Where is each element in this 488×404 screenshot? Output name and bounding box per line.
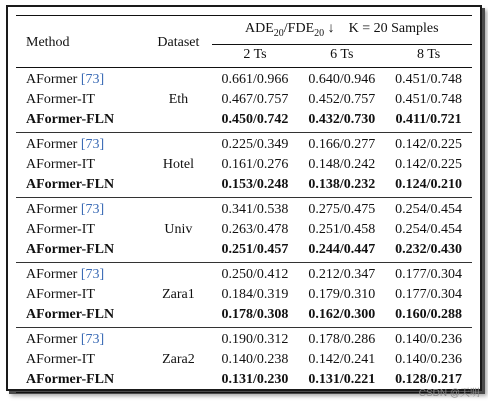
method-name: AFormer-FLN: [26, 111, 115, 127]
results-table: [16, 15, 472, 393]
method-name: AFormer: [26, 136, 78, 152]
value-cell: 0.451/0.748: [395, 91, 463, 107]
table-row: [16, 175, 472, 198]
table-row: [16, 262, 472, 285]
dataset-cell: Univ: [164, 221, 193, 237]
header-row: [16, 16, 472, 45]
table-body: [16, 67, 472, 392]
method-name: AFormer-IT: [26, 221, 95, 237]
value-cell: 0.128/0.217: [385, 370, 472, 393]
value-cell: 0.467/0.757: [221, 91, 289, 107]
method-name: AFormer: [26, 71, 78, 87]
value-cell: 0.411/0.721: [395, 111, 462, 127]
value-cell: 0.178/0.308: [221, 306, 289, 322]
method-name: AFormer: [26, 266, 78, 282]
citation-link[interactable]: [73]: [80, 331, 105, 347]
value-cell: 0.140/0.238: [221, 351, 289, 367]
value-cell: 0.162/0.300: [308, 306, 376, 322]
citation-link[interactable]: [73]: [80, 201, 105, 217]
value-cell: 0.178/0.286: [298, 327, 385, 350]
method-name: AFormer-IT: [26, 351, 95, 367]
value-cell: 0.251/0.458: [308, 221, 376, 237]
table-row: [16, 305, 472, 328]
method-cell: [16, 155, 145, 175]
table-row: [16, 370, 472, 393]
table-row: [16, 327, 472, 350]
table-row: [16, 155, 472, 175]
value-cell: 0.432/0.730: [308, 111, 376, 127]
method-cell: [16, 240, 145, 263]
value-cell: 0.212/0.347: [298, 262, 385, 285]
value-cell: 0.341/0.538: [212, 197, 299, 220]
value-cell: 0.140/0.236: [395, 351, 463, 367]
dataset-cell: [145, 110, 211, 133]
value-cell: 0.190/0.312: [212, 327, 299, 350]
dataset-cell: Zara2: [162, 351, 195, 367]
method-cell: [16, 220, 145, 240]
value-cell: 0.250/0.412: [212, 262, 299, 285]
dataset-cell: [145, 262, 211, 285]
value-cell: 0.124/0.210: [395, 176, 463, 192]
table-row: [16, 350, 472, 370]
method-header: Method: [16, 16, 145, 68]
value-cell: 0.451/0.748: [395, 71, 463, 87]
method-name: AFormer-FLN: [26, 371, 115, 387]
table-row: [16, 67, 472, 90]
value-cell: 0.148/0.242: [308, 156, 376, 172]
method-cell: [16, 305, 145, 328]
value-cell: 0.131/0.221: [298, 370, 385, 393]
value-cell: 0.166/0.277: [298, 132, 385, 155]
value-cell: 0.450/0.742: [221, 111, 289, 127]
dataset-cell: [145, 197, 211, 220]
dataset-cell: [145, 240, 211, 263]
method-cell: [16, 90, 145, 110]
value-cell: 0.179/0.310: [308, 286, 376, 302]
dataset-cell: [145, 132, 211, 155]
watermark: CSDN @天明: [418, 388, 480, 399]
value-cell: 0.142/0.225: [395, 156, 463, 172]
value-cell: 0.161/0.276: [221, 156, 289, 172]
method-cell: [16, 350, 145, 370]
col-header: 8 Ts: [385, 44, 472, 67]
value-cell: 0.177/0.304: [385, 262, 472, 285]
value-cell: 0.138/0.232: [308, 176, 376, 192]
method-name: AFormer-FLN: [26, 306, 115, 322]
dataset-cell: Eth: [168, 91, 189, 107]
method-cell: [16, 262, 145, 285]
value-cell: 0.254/0.454: [395, 221, 463, 237]
method-name: AFormer-IT: [26, 156, 95, 172]
table-row: [16, 197, 472, 220]
metric-header: [212, 16, 472, 45]
metric-label: $ADE_{20}/FDE_{20}$ ↓: [245, 21, 335, 39]
dataset-header: Dataset: [145, 16, 211, 68]
dataset-cell: [145, 370, 211, 393]
citation-link[interactable]: [73]: [80, 136, 105, 152]
value-cell: 0.661/0.966: [221, 71, 289, 87]
value-cell: 0.254/0.454: [385, 197, 472, 220]
method-cell: [16, 110, 145, 133]
method-name: AFormer: [26, 331, 78, 347]
table-row: [16, 132, 472, 155]
value-cell: 0.177/0.304: [395, 286, 463, 302]
value-cell: 0.142/0.225: [385, 132, 472, 155]
dataset-cell: Zara1: [162, 286, 195, 302]
method-cell: [16, 285, 145, 305]
method-name: AFormer-IT: [26, 91, 95, 107]
dataset-cell: [145, 327, 211, 350]
method-name: AFormer-IT: [26, 286, 95, 302]
table-row: [16, 240, 472, 263]
down-arrow-icon: ↓: [327, 21, 335, 36]
method-cell: [16, 197, 145, 220]
value-cell: 0.140/0.236: [385, 327, 472, 350]
value-cell: 0.160/0.288: [395, 306, 463, 322]
citation-link[interactable]: [73]: [80, 71, 105, 87]
col-header: 2 Ts: [212, 44, 299, 67]
value-cell: 0.142/0.241: [308, 351, 376, 367]
value-cell: 0.640/0.946: [308, 71, 376, 87]
dataset-cell: [145, 67, 211, 90]
col-header: 6 Ts: [298, 44, 385, 67]
value-cell: 0.251/0.457: [221, 241, 289, 257]
method-cell: [16, 175, 145, 198]
value-cell: 0.275/0.475: [298, 197, 385, 220]
value-cell: 0.244/0.447: [308, 241, 376, 257]
table-row: [16, 90, 472, 110]
table-row: [16, 110, 472, 133]
dataset-cell: Hotel: [162, 156, 194, 172]
table-row: [16, 285, 472, 305]
value-cell: 0.452/0.757: [308, 91, 376, 107]
dataset-cell: [145, 305, 211, 328]
method-cell: [16, 67, 145, 90]
method-cell: [16, 132, 145, 155]
method-name: AFormer-FLN: [26, 176, 115, 192]
table-row: [16, 220, 472, 240]
value-cell: 0.153/0.248: [221, 176, 289, 192]
table-frame: [6, 5, 482, 391]
value-cell: 0.225/0.349: [212, 132, 299, 155]
method-name: AFormer: [26, 201, 78, 217]
citation-link[interactable]: [73]: [80, 266, 105, 282]
samples-label: K = 20 Samples: [348, 21, 439, 36]
dataset-cell: [145, 175, 211, 198]
value-cell: 0.131/0.230: [212, 370, 299, 393]
method-name: AFormer-FLN: [26, 241, 115, 257]
value-cell: 0.184/0.319: [221, 286, 289, 302]
method-cell: [16, 370, 145, 393]
value-cell: 0.232/0.430: [395, 241, 463, 257]
value-cell: 0.263/0.478: [221, 221, 289, 237]
method-cell: [16, 327, 145, 350]
